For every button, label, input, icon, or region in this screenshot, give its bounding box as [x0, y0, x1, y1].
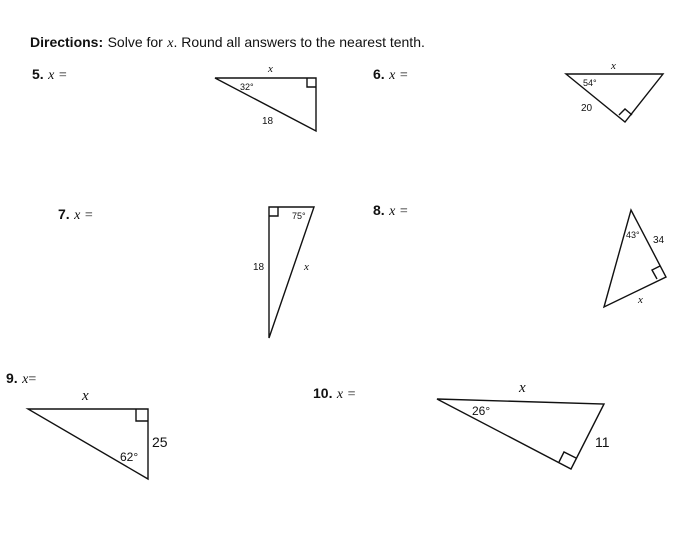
right-angle-mark-5 [307, 78, 316, 87]
right-angle-mark-10 [559, 452, 576, 462]
angle-label-10: 26° [472, 404, 491, 418]
side-label-9: 25 [152, 434, 168, 450]
problem-number: 6. [373, 66, 385, 82]
unknown-label-7: x [304, 261, 309, 273]
problem-number: 8. [373, 202, 385, 218]
side-label-8: 34 [653, 235, 665, 246]
right-angle-mark-8 [652, 266, 660, 279]
directions-variable: x [167, 36, 174, 51]
side-label-5: 18 [262, 116, 274, 127]
right-angle-mark-7 [269, 207, 278, 216]
problem-equals: = [28, 372, 37, 387]
directions-text-before: Solve for [107, 34, 163, 50]
problem-equals: = [399, 204, 408, 219]
side-label-10: 11 [595, 434, 610, 450]
triangle-10 [437, 399, 604, 469]
unknown-label-8: x [638, 294, 643, 306]
problem-number: 10. [313, 385, 333, 401]
angle-label-7: 75° [292, 211, 306, 221]
unknown-label-10: x [519, 380, 526, 396]
problem-variable: x [48, 68, 55, 83]
problem-variable: x [74, 208, 81, 223]
directions-text-after: . Round all answers to the nearest tenth. [173, 34, 425, 50]
problem-equals: = [58, 68, 67, 83]
problem-number: 9. [6, 370, 18, 386]
angle-label-5: 32° [240, 82, 254, 92]
side-label-7: 18 [253, 262, 265, 273]
problem-variable: x [336, 387, 344, 402]
triangle-8 [604, 210, 666, 307]
right-angle-mark-9 [136, 409, 148, 421]
triangle-6 [566, 74, 663, 122]
unknown-label-9: x [82, 388, 89, 404]
angle-label-6: 54° [583, 78, 597, 88]
unknown-label-5: x [268, 63, 273, 75]
triangle-9 [28, 409, 148, 479]
problem-number: 7. [58, 206, 70, 222]
problem-equals: = [399, 68, 408, 83]
unknown-label-6: x [611, 60, 616, 72]
right-angle-mark-6 [619, 109, 632, 115]
problem-variable: x [22, 372, 29, 387]
problem-equals: = [84, 208, 93, 223]
problem-variable: x [389, 204, 396, 219]
problem-variable: x [389, 68, 396, 83]
directions-label: Directions: [30, 34, 104, 50]
side-label-6: 20 [581, 103, 593, 114]
angle-label-9: 62° [120, 450, 139, 464]
angle-label-8: 43° [626, 230, 640, 240]
problem-equals: = [347, 387, 356, 402]
problem-number: 5. [32, 66, 44, 82]
